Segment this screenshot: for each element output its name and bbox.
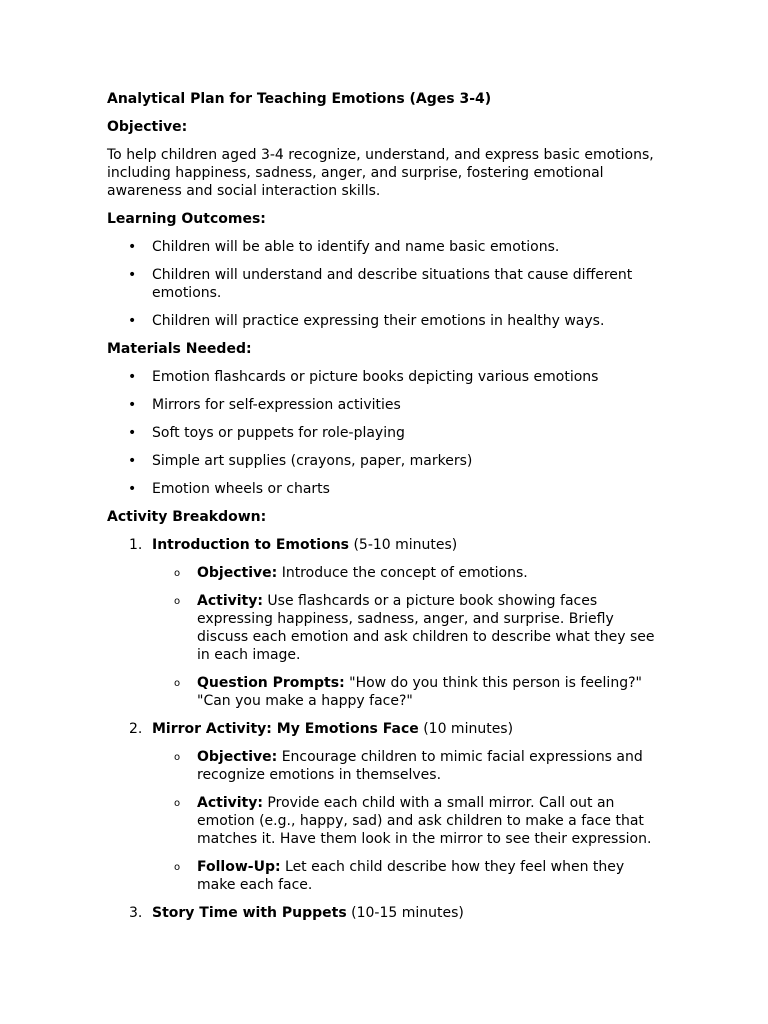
step-detail-item	[152, 564, 667, 582]
list-item-text: Mirrors for self-expression activities	[152, 397, 401, 413]
list-item	[107, 480, 667, 498]
sub-bullet-icon: o	[174, 568, 181, 579]
document-title: Analytical Plan for Teaching Emotions (Ages 3-4)	[107, 91, 492, 107]
list-item	[107, 238, 667, 256]
step-title: Mirror Activity: My Emotions Face	[152, 721, 419, 737]
list-item-text: Emotion flashcards or picture books depicting various emotions	[152, 369, 599, 385]
detail-label: Question Prompts:	[197, 675, 345, 691]
list-item-text: Soft toys or puppets for role-playing	[152, 425, 405, 441]
sub-bullet-icon: o	[174, 678, 181, 689]
step-duration: (10 minutes)	[423, 721, 514, 737]
list-item-text: Children will be able to identify and name basic emotions.	[152, 239, 560, 255]
activity-breakdown-heading: Activity Breakdown:	[107, 509, 267, 525]
step-number: 2.	[129, 721, 143, 737]
objective-heading: Objective:	[107, 119, 188, 135]
step-details	[152, 748, 667, 894]
activity-step	[107, 536, 667, 710]
sub-bullet-icon: o	[174, 862, 181, 873]
sub-bullet-icon: o	[174, 752, 181, 763]
list-item	[107, 396, 667, 414]
bullet-icon: •	[128, 313, 137, 329]
learning-outcomes-heading: Learning Outcomes:	[107, 211, 266, 227]
step-duration: (5-10 minutes)	[353, 537, 458, 553]
list-item	[107, 424, 667, 442]
step-detail-item	[152, 794, 667, 848]
sub-bullet-icon: o	[174, 596, 181, 607]
step-duration: (10-15 minutes)	[351, 905, 464, 921]
detail-label: Objective:	[197, 749, 278, 765]
detail-label: Activity:	[197, 795, 263, 811]
bullet-icon: •	[128, 397, 137, 413]
list-item	[107, 368, 667, 386]
detail-text: Encourage children to mimic facial expressions and recognize emotions in themselves.	[197, 749, 643, 783]
step-number: 3.	[129, 905, 143, 921]
step-detail-item	[152, 674, 667, 710]
list-item-text: Emotion wheels or charts	[152, 481, 330, 497]
step-detail-item	[152, 858, 667, 894]
list-item-text: Simple art supplies (crayons, paper, markers)	[152, 453, 473, 469]
bullet-icon: •	[128, 239, 137, 255]
step-detail-item	[152, 748, 667, 784]
detail-text: "How do you think this person is feeling?" "Can you make a happy face?"	[197, 675, 642, 709]
activity-step	[107, 720, 667, 894]
bullet-icon: •	[128, 481, 137, 497]
step-title: Story Time with Puppets	[152, 905, 347, 921]
activity-step	[107, 904, 667, 922]
objective-text: To help children aged 3-4 recognize, understand, and express basic emotions, including happiness, sadness, anger, and surprise, fostering emotional awareness and social interaction skills.	[107, 147, 654, 199]
detail-label: Activity:	[197, 593, 263, 609]
document-page	[107, 90, 667, 932]
sub-bullet-icon: o	[174, 798, 181, 809]
bullet-icon: •	[128, 425, 137, 441]
learning-outcomes-list	[107, 238, 667, 330]
bullet-icon: •	[128, 369, 137, 385]
detail-text: Let each child describe how they feel when they make each face.	[197, 859, 625, 893]
step-details	[152, 564, 667, 710]
list-item-text: Children will practice expressing their emotions in healthy ways.	[152, 313, 605, 329]
list-item	[107, 452, 667, 470]
step-detail-item	[152, 592, 667, 664]
bullet-icon: •	[128, 453, 137, 469]
step-number: 1.	[129, 537, 143, 553]
detail-text: Use flashcards or a picture book showing faces expressing happiness, sadness, anger, and surprise. Briefly discuss each emotion and ask children to describe what they see in each image.	[197, 593, 655, 663]
detail-label: Follow-Up:	[197, 859, 281, 875]
materials-list	[107, 368, 667, 498]
detail-text: Provide each child with a small mirror. Call out an emotion (e.g., happy, sad) and ask children to make a face that matches it. Have them look in the mirror to see their expression.	[197, 795, 652, 847]
step-title: Introduction to Emotions	[152, 537, 349, 553]
list-item	[107, 312, 667, 330]
bullet-icon: •	[128, 267, 137, 283]
materials-heading: Materials Needed:	[107, 341, 252, 357]
list-item-text: Children will understand and describe situations that cause different emotions.	[152, 267, 633, 301]
activity-steps-list	[107, 536, 667, 922]
detail-label: Objective:	[197, 565, 278, 581]
detail-text: Introduce the concept of emotions.	[281, 565, 528, 581]
list-item	[107, 266, 667, 302]
